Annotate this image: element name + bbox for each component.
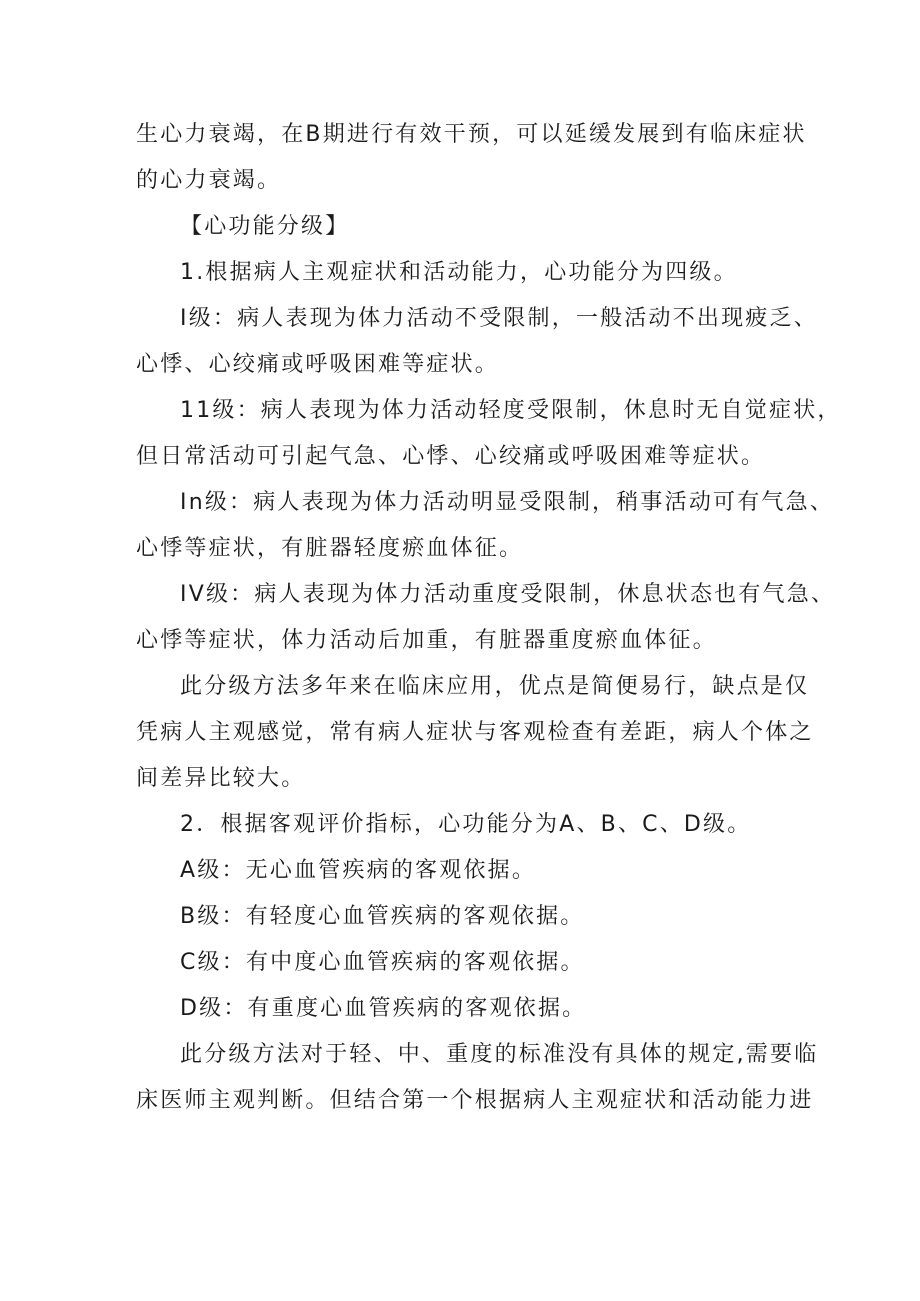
text-line: 心悸等症状，体力活动后加重，有脏器重度瘀血体征。 — [136, 628, 717, 653]
document-body — [136, 112, 842, 1124]
text-line: 【心功能分级】 — [180, 214, 350, 239]
paragraph-grade-i — [136, 296, 818, 388]
paragraph-grade-iv — [136, 572, 836, 664]
text-line: IV级：病人表现为体力活动重度受限制，休息状态也有气急、 — [180, 582, 836, 607]
text-line: A级：无心血管疾病的客观依据。 — [180, 858, 537, 883]
paragraph-grade-ii — [136, 388, 842, 480]
text-line: 心悸等症状，有脏器轻度瘀血体征。 — [136, 536, 524, 561]
paragraph-grade-c — [136, 940, 792, 986]
text-line: 但日常活动可引起气急、心悸、心绞痛或呼吸困难等症状。 — [136, 444, 766, 469]
text-line: 间差异比较大。 — [136, 766, 306, 791]
text-line: D级：有重度心血管疾病的客观依据。 — [180, 996, 587, 1021]
section-heading — [136, 204, 792, 250]
text-line: C级：有中度心血管疾病的客观依据。 — [180, 950, 585, 975]
text-line: 生心力衰竭，在B期进行有效干预，可以延缓发展到有临床症状 — [136, 122, 807, 147]
paragraph-method-1-note — [136, 664, 814, 802]
paragraph-continuation — [136, 112, 807, 204]
text-line: 2．根据客观评价指标，心功能分为A、B、C、D级。 — [180, 812, 752, 837]
text-line: 凭病人主观感觉，常有病人症状与客观检查有差距，病人个体之 — [136, 720, 814, 745]
text-line: 11级：病人表现为体力活动轻度受限制，休息时无自觉症状， — [180, 398, 842, 423]
text-line: In级：病人表现为体力活动明显受限制，稍事活动可有气急、 — [180, 490, 835, 515]
text-line: 此分级方法多年来在临床应用，优点是简便易行，缺点是仅 — [180, 674, 810, 699]
paragraph-item-1 — [136, 250, 792, 296]
text-line: 床医师主观判断。但结合第一个根据病人主观症状和活动能力进 — [136, 1088, 814, 1113]
text-line: I级：病人表现为体力活动不受限制，一般活动不出现疲乏、 — [180, 306, 818, 331]
paragraph-grade-iii — [136, 480, 835, 572]
paragraph-grade-d — [136, 986, 792, 1032]
paragraph-grade-b — [136, 894, 792, 940]
text-line: B级：有轻度心血管疾病的客观依据。 — [180, 904, 585, 929]
paragraph-item-2 — [136, 802, 792, 848]
text-line: 此分级方法对于轻、中、重度的标准没有具体的规定,需要临 — [180, 1042, 819, 1067]
paragraph-method-2-note — [136, 1032, 819, 1124]
text-line: 心悸、心绞痛或呼吸困难等症状。 — [136, 352, 500, 377]
text-line: 的心力衰竭。 — [136, 168, 282, 193]
paragraph-grade-a — [136, 848, 792, 894]
text-line: 1.根据病人主观症状和活动能力，心功能分为四级。 — [180, 260, 738, 285]
